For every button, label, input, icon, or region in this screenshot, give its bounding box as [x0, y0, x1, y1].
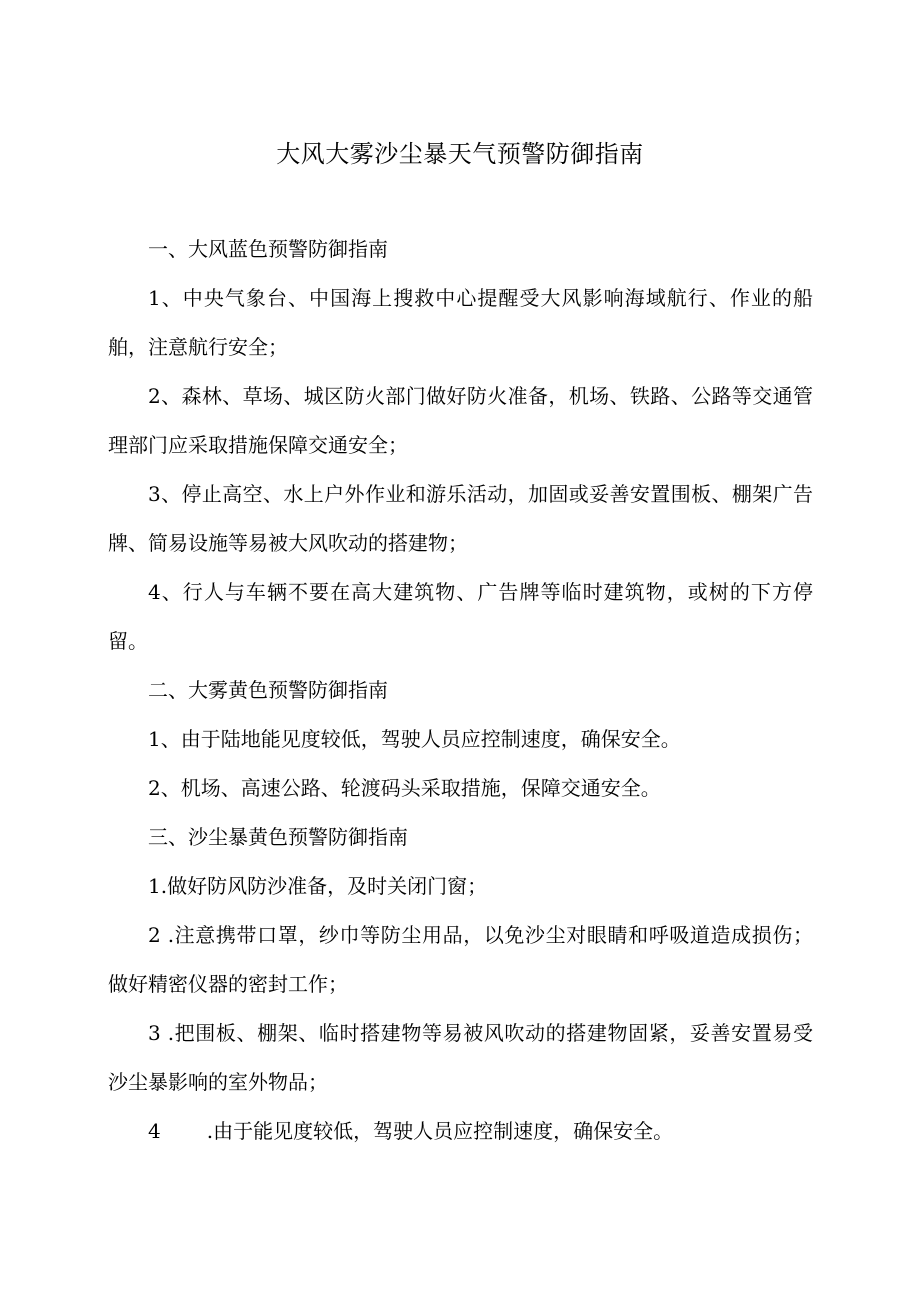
document-title: 大风大雾沙尘暴天气预警防御指南 [276, 140, 644, 168]
wind-item-2: 2、森林、草场、城区防火部门做好防火准备，机场、铁路、公路等交通管理部门应采取措施保障交通安全； [108, 384, 813, 457]
sandstorm-item-4-text: .由于能见度较低，驾驶人员应控制速度，确保安全。 [206, 1119, 674, 1143]
document-body [108, 225, 813, 1156]
section-heading-wind-blue: 一、大风蓝色预警防御指南 [148, 237, 388, 261]
wind-item-3: 3、停止高空、水上户外作业和游乐活动，加固或妥善安置围板、棚架广告牌、简易设施等易被大风吹动的搭建物； [108, 482, 813, 555]
fog-item-2: 2、机场、高速公路、轮渡码头采取措施，保障交通安全。 [148, 776, 661, 800]
section-heading-sandstorm-yellow: 三、沙尘暴黄色预警防御指南 [148, 825, 408, 849]
fog-item-1: 1、由于陆地能见度较低，驾驶人员应控制速度，确保安全。 [148, 727, 681, 751]
wind-item-1: 1、中央气象台、中国海上搜救中心提醒受大风影响海域航行、作业的船舶，注意航行安全； [108, 286, 813, 359]
sandstorm-item-3: 3 .把围板、棚架、临时搭建物等易被风吹动的搭建物固紧，妥善安置易受沙尘暴影响的室外物品； [108, 1021, 813, 1094]
wind-item-4: 4、行人与车辆不要在高大建筑物、广告牌等临时建筑物，或树的下方停留。 [108, 580, 813, 653]
sandstorm-item-1: 1.做好防风防沙准备，及时关闭门窗； [148, 874, 488, 898]
sandstorm-item-4 [108, 1107, 813, 1156]
sandstorm-item-4-number: 4 [148, 1119, 161, 1143]
sandstorm-item-2: 2 .注意携带口罩，纱巾等防尘用品，以免沙尘对眼睛和呼吸道造成损伤；做好精密仪器的密封工作； [108, 923, 813, 996]
section-heading-fog-yellow: 二、大雾黄色预警防御指南 [148, 678, 388, 702]
